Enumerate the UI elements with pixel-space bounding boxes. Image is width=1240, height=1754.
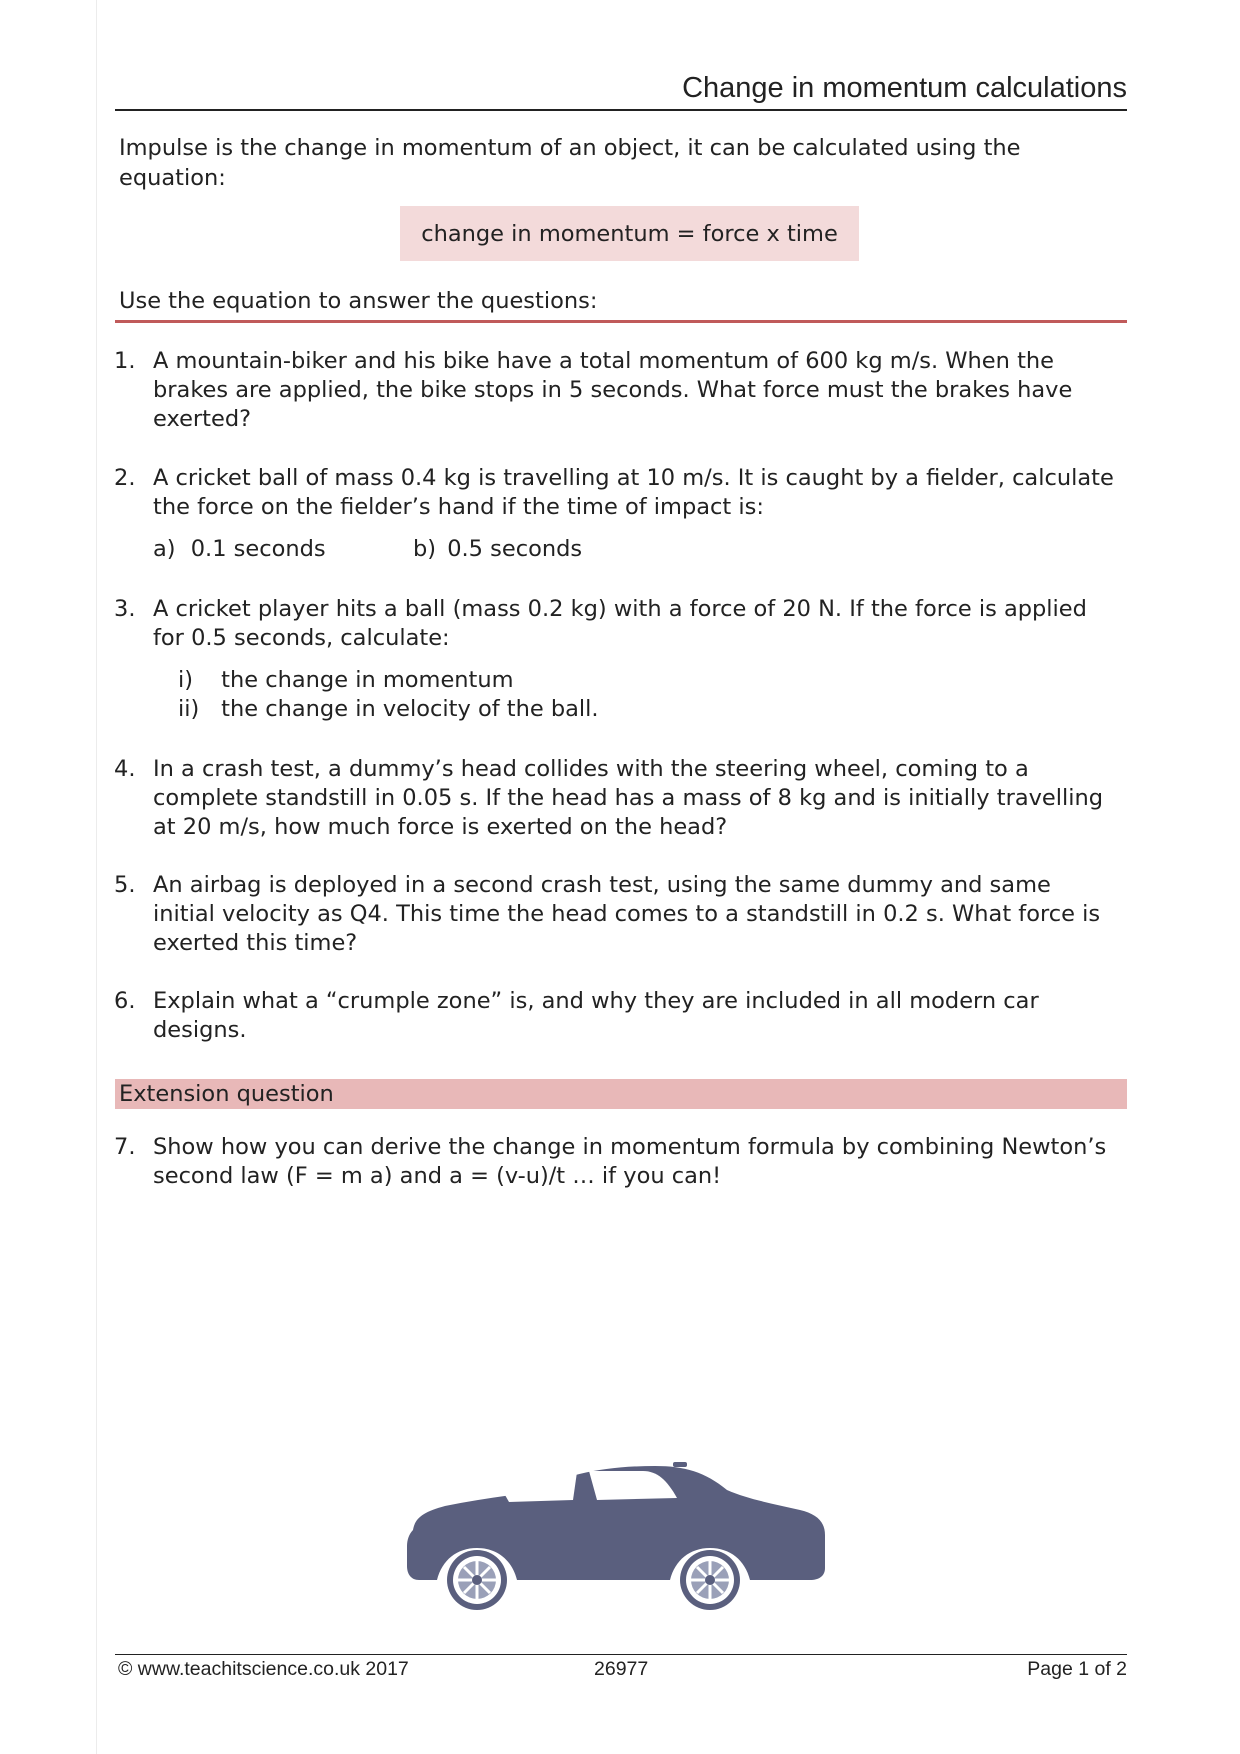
question-text: An airbag is deployed in a second crash test, using the same dummy and same initial velocity as Q4. This time the head comes to a standstill in 0.2 s. What force is exerted this time? xyxy=(153,872,1101,956)
page-edge xyxy=(96,0,97,1754)
question-number: 7. xyxy=(114,1134,136,1160)
extension-heading-bar xyxy=(115,1079,1127,1109)
question-number: 4. xyxy=(114,756,136,782)
part-text: 0.5 seconds xyxy=(447,536,583,562)
part-label: ii) xyxy=(178,696,200,722)
question-4 xyxy=(114,755,1114,842)
front-wheel-icon xyxy=(447,1550,507,1610)
part-label: b) xyxy=(413,536,437,562)
footer-page-number: Page 1 of 2 xyxy=(1027,1658,1127,1680)
question-number: 3. xyxy=(114,596,136,622)
question-2-part-a xyxy=(153,536,326,562)
question-text: Show how you can derive the change in momentum formula by combining Newton’s second law (F = m a) and a = (v-u)/t … if you can! xyxy=(153,1134,1107,1189)
part-text: the change in momentum xyxy=(221,667,514,693)
question-3-part-ii xyxy=(178,696,599,722)
question-text: A cricket ball of mass 0.4 kg is travelling at 10 m/s. It is caught by a fielder, calculate the force on the fielder’s hand if the time of impact is: xyxy=(153,465,1114,520)
question-number: 6. xyxy=(114,988,136,1014)
footer-copyright: © www.teachitscience.co.uk 2017 xyxy=(118,1658,409,1680)
header-divider xyxy=(115,109,1127,111)
question-number: 2. xyxy=(114,465,136,491)
question-6 xyxy=(114,987,1114,1045)
part-text: the change in velocity of the ball. xyxy=(221,696,599,722)
intro-text: Impulse is the change in momentum of an object, it can be calculated using the equation: xyxy=(119,135,1021,191)
question-3 xyxy=(114,595,1114,653)
section-divider xyxy=(115,320,1127,323)
question-5 xyxy=(114,871,1114,958)
equation-box xyxy=(400,206,859,261)
question-2 xyxy=(114,464,1114,522)
question-number: 5. xyxy=(114,872,136,898)
page-title: Change in momentum calculations xyxy=(682,72,1127,104)
question-1 xyxy=(114,347,1114,434)
question-3-part-i xyxy=(178,667,514,693)
question-text: Explain what a “crumple zone” is, and why they are included in all modern car designs. xyxy=(153,988,1039,1043)
part-label: i) xyxy=(178,667,194,693)
car-icon xyxy=(405,1460,835,1615)
question-text: In a crash test, a dummy’s head collides with the steering wheel, coming to a complete standstill in 0.05 s. If the head has a mass of 8 kg and is initially travelling at 20 m/s, how much force is exerted on the head? xyxy=(153,756,1104,840)
part-label: a) xyxy=(153,536,176,562)
question-text: A cricket player hits a ball (mass 0.2 kg) with a force of 20 N. If the force is applied for 0.5 seconds, calculate: xyxy=(153,596,1087,651)
question-2-part-b xyxy=(413,536,582,562)
extension-heading: Extension question xyxy=(119,1081,334,1107)
question-text: A mountain-biker and his bike have a total momentum of 600 kg m/s. When the brakes are applied, the bike stops in 5 seconds. What force must the brakes have exerted? xyxy=(153,348,1073,432)
rear-wheel-icon xyxy=(680,1550,740,1610)
equation-text: change in momentum = force x time xyxy=(421,220,838,247)
question-number: 1. xyxy=(114,348,136,374)
footer-divider xyxy=(115,1654,1127,1655)
footer-code: 26977 xyxy=(594,1658,649,1680)
instruction-text: Use the equation to answer the questions: xyxy=(119,288,598,314)
part-text: 0.1 seconds xyxy=(190,536,326,562)
question-7 xyxy=(114,1133,1114,1191)
